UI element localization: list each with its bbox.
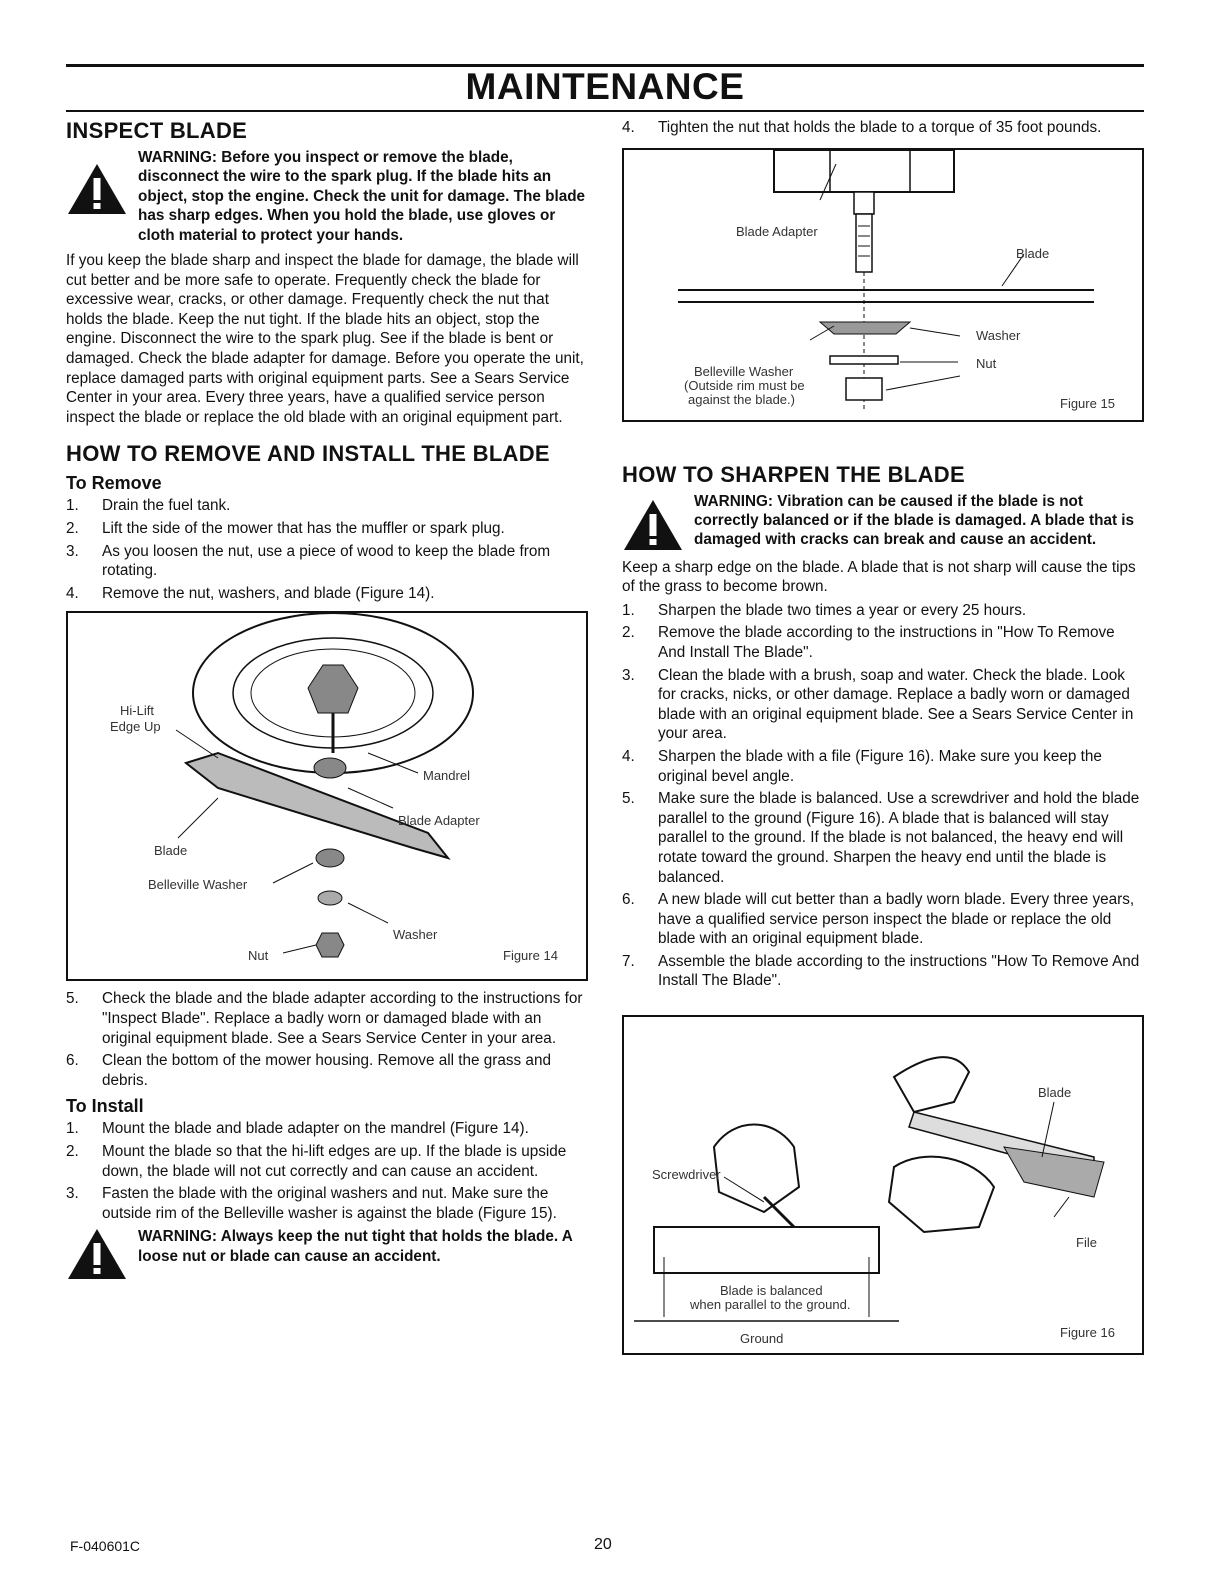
list-item: 2. Lift the side of the mower that has the muffler or spark plug. [66,519,505,537]
list-item: 6. A new blade will cut better than a badly worn blade. Every three years, have a qualified service person inspect the blade or replace the old blade with an original equipment blade. [622,891,1135,948]
list-item: 4. Remove the nut, washers, and blade (Figure 14). [66,584,435,602]
warning-icon [66,162,128,216]
sharpen-warning [622,492,1144,552]
sharpen-body: Keep a sharp edge on the blade. A blade that is not sharp will cause the tips of the grass to become brown. [622,558,1136,596]
warning-text: WARNING: Vibration can be caused if the blade is not correctly balanced or if the blade is damaged. A blade that is damaged with cracks can break and cause an accident. [694,492,1135,549]
label-ground: Ground [740,1331,784,1347]
label-belleville-1: Belleville Washer [694,363,794,379]
list-item: 5. Check the blade and the blade adapter according to the instructions for "Inspect Blade". Replace a badly worn or damaged blade with an original equipment blade. See a Sears Service Center in your area. [66,990,583,1047]
sharpen-heading: HOW TO SHARPEN THE BLADE [622,461,965,487]
label-blade-adapter: Blade Adapter [736,223,818,239]
label-washer: Washer [393,927,438,943]
label-blade: Blade [1016,245,1050,261]
figure-15 [622,148,1144,422]
label-mandrel: Mandrel [423,768,470,784]
document-code: F-040601C [70,1538,141,1554]
inspect-body: If you keep the blade sharp and inspect the blade for damage, the blade will cut better and be more safe to operate. Frequently check the blade for excessive wear, cracks, or other damage. Frequently check the nut that holds the blade. Keep the nut tight. If the blade hits an object, stop the engine. Disconnect the wire to the spark plug. See if the blade is bent or damaged. Check the blade adapter for damage. Before you operate the unit, replace damaged parts with original equipment parts. See a Sears Service Center in your area. Every three years, have a qualified service person inspect the blade or replace the old blade with an original equipment part. [66,252,584,426]
list-item: 2. Remove the blade according to the instructions in "How To Remove And Install The Blade". [622,624,1115,661]
label-nut: Nut [248,948,269,964]
list-item: 7. Assemble the blade according to the instructions "How To Remove And Install The Blade". [622,952,1140,990]
label-balanced-1: Blade is balanced [720,1283,823,1299]
label-belleville-washer: Belleville Washer [148,877,248,893]
remove-install-heading: HOW TO REMOVE AND INSTALL THE BLADE [66,441,550,467]
warning-icon [622,498,684,552]
figure-16 [622,1015,1144,1355]
blade-exploded-diagram [68,613,586,975]
list-item: 4. Sharpen the blade with a file (Figure 16). Make sure you keep the original bevel angle. [622,747,1102,785]
list-item: 6. Clean the bottom of the mower housing. Remove all the grass and debris. [66,1052,551,1089]
label-blade: Blade [154,843,188,859]
warning-text: WARNING: Always keep the nut tight that holds the blade. A loose nut or blade can cause an accident. [138,1228,573,1265]
remove-steps-continued [66,989,588,1090]
label-washer: Washer [976,327,1021,343]
label-screwdriver: Screwdriver [652,1167,721,1183]
list-item: 3. As you loosen the nut, use a piece of wood to keep the blade from rotating. [66,542,551,580]
label-nut: Nut [976,355,997,371]
nut-warning [66,1227,588,1281]
warning-icon [66,1227,128,1281]
list-item: 3. Fasten the blade with the original washers and nut. Make sure the outside rim of the Belleville washer is against the blade (Figure 15). [66,1185,557,1222]
list-item: 2. Mount the blade so that the hi-lift edges are up. If the blade is upside down, the blade will not cut correctly and can cause an accident. [66,1142,567,1180]
page-number: 20 [594,1536,612,1553]
label-balanced-2: when parallel to the ground. [690,1297,851,1313]
left-column [66,118,588,1287]
page-title: MAINTENANCE [465,66,745,107]
to-install-heading: To Install [66,1096,144,1117]
list-item: 1. Sharpen the blade two times a year or every 25 hours. [622,601,1027,619]
list-item: 1. Mount the blade and blade adapter on the mandrel (Figure 14). [66,1120,529,1138]
label-blade: Blade [1038,1085,1072,1101]
figure-caption: Figure 15 [1060,395,1115,411]
label-belleville-2: (Outside rim must be [684,377,805,393]
remove-steps [66,496,588,603]
warning-text: WARNING: Before you inspect or remove the blade, disconnect the wire to the spark plug. If the blade hits an object, stop the engine. Check the unit for damage. The blade has sharp edges. When you hold the blade, use gloves or cloth material to protect your hands. [138,149,586,244]
install-step-4 [622,118,1144,138]
figure-caption: Figure 14 [503,948,558,964]
list-item: 3. Clean the blade with a brush, soap and water. Check the blade. Look for cracks, nicks, or other damage. Replace a badly worn or damaged blade with an original equipment blade. See a Sears Service Center in your area. [622,666,1134,743]
inspect-warning [66,148,588,245]
sharpen-steps [622,601,1144,991]
list-item: 5. Make sure the blade is balanced. Use a screwdriver and hold the blade parallel to the ground (Figure 16). A blade that is balanced will stay parallel to the ground. If the blade is not balanced, the heavy end will rotate toward the ground. Sharpen the heavy end until the blade is balanced. [622,790,1140,886]
label-hi-lift: Hi-Lift [120,703,154,719]
figure-14 [66,611,588,981]
to-remove-heading: To Remove [66,473,162,494]
list-item: 4. Tighten the nut that holds the blade to a torque of 35 foot pounds. [622,119,1102,136]
label-edge-up: Edge Up [110,719,161,735]
label-belleville-3: against the blade.) [688,391,795,407]
label-file: File [1076,1235,1097,1251]
figure-caption: Figure 16 [1060,1325,1115,1341]
install-steps [66,1119,588,1223]
title-rule [66,110,1144,112]
list-item: 1. Drain the fuel tank. [66,497,231,515]
right-column [622,118,1144,1355]
inspect-blade-heading: INSPECT BLADE [66,118,248,143]
label-blade-adapter: Blade Adapter [398,813,480,829]
